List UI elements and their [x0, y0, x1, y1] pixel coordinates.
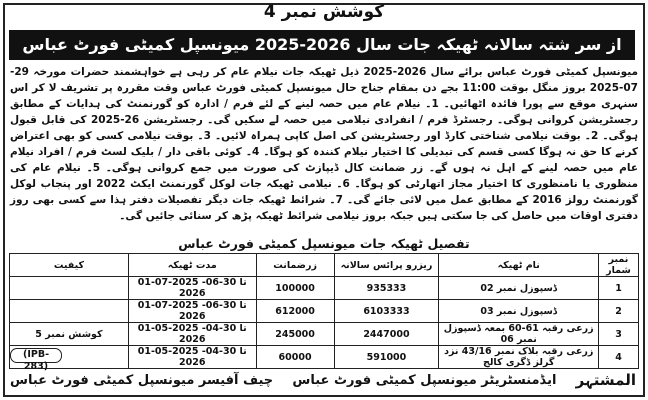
cell-sr: 2	[599, 300, 639, 323]
cell-remark	[10, 277, 129, 300]
cell-name: ڈسپوزل نمبر 02	[439, 277, 599, 300]
cell-period	[128, 346, 256, 369]
header-name: نام ٹھیکہ	[439, 254, 599, 277]
cell-reserve: 6103333	[334, 300, 439, 323]
header-remark: کیفیت	[10, 254, 129, 277]
cell-name: زرعی رقبہ بلاک نمبر 43/16 نزد گرلز ڈگری کالج	[439, 346, 599, 369]
cell-security: 60000	[256, 346, 334, 369]
table-row	[10, 323, 639, 346]
administrator-signature: ایڈمنسٹریٹر میونسپل کمیٹی فورٹ عباس	[292, 372, 557, 388]
cell-security: 100000	[256, 277, 334, 300]
period-text: 01-05-2025 تا 30-04-2026	[137, 323, 247, 345]
header-security: زرضمانت	[256, 254, 334, 277]
cell-reserve: 591000	[334, 346, 439, 369]
period-text: 01-05-2025 تا 30-04-2026	[137, 346, 247, 368]
notice-body: میونسپل کمیٹی فورٹ عباس برائے سال 2026-2025 ذیل ٹھیکہ جات نیلام عام کر رہی ہے خواہشمند حضرات مورخہ 29-07-2025 بروز منگل بوقت 11:00 بجے دن بمقام جناح حال میونسپل کمیٹی فورٹ عباس وقت مقررہ پر تشریف لا کر اس سنہری موقع سے پورا فائدہ اٹھائیں۔ 1۔ نیلام عام میں حصہ لینے کے لئے فرم / ادارہ کو گورنمنٹ کی ہدایات کے مطابق رجسٹریشن کروانی ہوگی۔ رجسٹرڈ فرم / انفرادی نیلامی میں حصہ لے سکیں گی۔ رجسٹریشن 26-2025 کی قابل قبول ہوگی۔ 2۔ بوقت نیلامی شناختی کارڈ اور رجسٹریشن کی اصل کاپی ہمراہ لائیں۔ 3۔ بوقت نیلامی کسی کو بھی اعتراض کرنے کا حق نہ ہوگا کسی قسم کی تبدیلی کا اختیار نیلام کنندہ کو ہوگا۔ 4۔ کوئی باقی دار / بلیک لسٹ فرم / افراد نیلام عام میں حصہ لینے کے اہل نہ ہوں گے۔ زر ضمانت کال ڈیپازٹ کی صورت میں جمع کروانی ہوگی۔ 5۔ نیلام عام کی منظوری یا نامنظوری کا اختیار مجاز اتھارٹی کو ہوگا۔ 6۔ نیلامی ٹھیکہ جات لوکل گورنمنٹ ایکٹ 2022 اور پنجاب لوکل گورنمنٹ رولز 2016 کے مطابق عمل میں لائی جائے گی۔ 7۔ شرائط ٹھیکہ جات دیگر تفصیلات دفتر ہذا سے کسی بھی روز دفتری اوقات میں حاصل کی جا سکتی ہیں جبکہ بروز نیلامی شرائط ٹھیکہ پڑھ کر سنائی جائیں گی۔	[10, 66, 639, 222]
cell-period	[128, 323, 256, 346]
cell-security: 245000	[256, 323, 334, 346]
cell-remark	[10, 300, 129, 323]
table-row	[10, 277, 639, 300]
cell-sr: 3	[599, 323, 639, 346]
cell-name: ڈسپوزل نمبر 03	[439, 300, 599, 323]
cell-sr: 4	[599, 346, 639, 369]
cell-name: زرعی رقبہ 61-60 بمعہ ڈسپوزل نمبر 06	[439, 323, 599, 346]
header-period: مدت ٹھیکہ	[128, 254, 256, 277]
cell-security: 612000	[256, 300, 334, 323]
cell-remark: کوشش نمبر 5	[10, 323, 129, 346]
chief-officer-signature: چیف آفیسر میونسپل کمیٹی فورٹ عباس	[10, 372, 274, 388]
table-row	[10, 300, 639, 323]
cell-period	[128, 300, 256, 323]
cell-reserve: 2447000	[334, 323, 439, 346]
contracts-table	[9, 253, 639, 369]
table-header-row	[10, 254, 639, 277]
table-title: تفصیل ٹھیکہ جات میونسپل کمیٹی فورٹ عباس	[178, 236, 470, 251]
period-text: 01-07-2025 تا 30-06-2026	[137, 277, 247, 299]
notice-title: کوشش نمبر 4	[263, 2, 385, 22]
cell-period	[128, 277, 256, 300]
cell-reserve: 935333	[334, 277, 439, 300]
announcer-label: المشتہر	[575, 371, 636, 389]
table-row	[10, 346, 639, 369]
notice-banner: از سر شتہ سالانہ ٹھیکہ جات سال 2026-2025 میونسپل کمیٹی فورٹ عباس	[9, 30, 635, 60]
ipb-code: (IPB-283)	[10, 348, 62, 363]
header-sr: نمبر شمار	[599, 254, 639, 277]
period-text: 01-07-2025 تا 30-06-2026	[137, 300, 247, 322]
cell-sr: 1	[599, 277, 639, 300]
signature-footer	[10, 368, 636, 392]
header-reserve: ریزرو پرائس سالانہ	[334, 254, 439, 277]
